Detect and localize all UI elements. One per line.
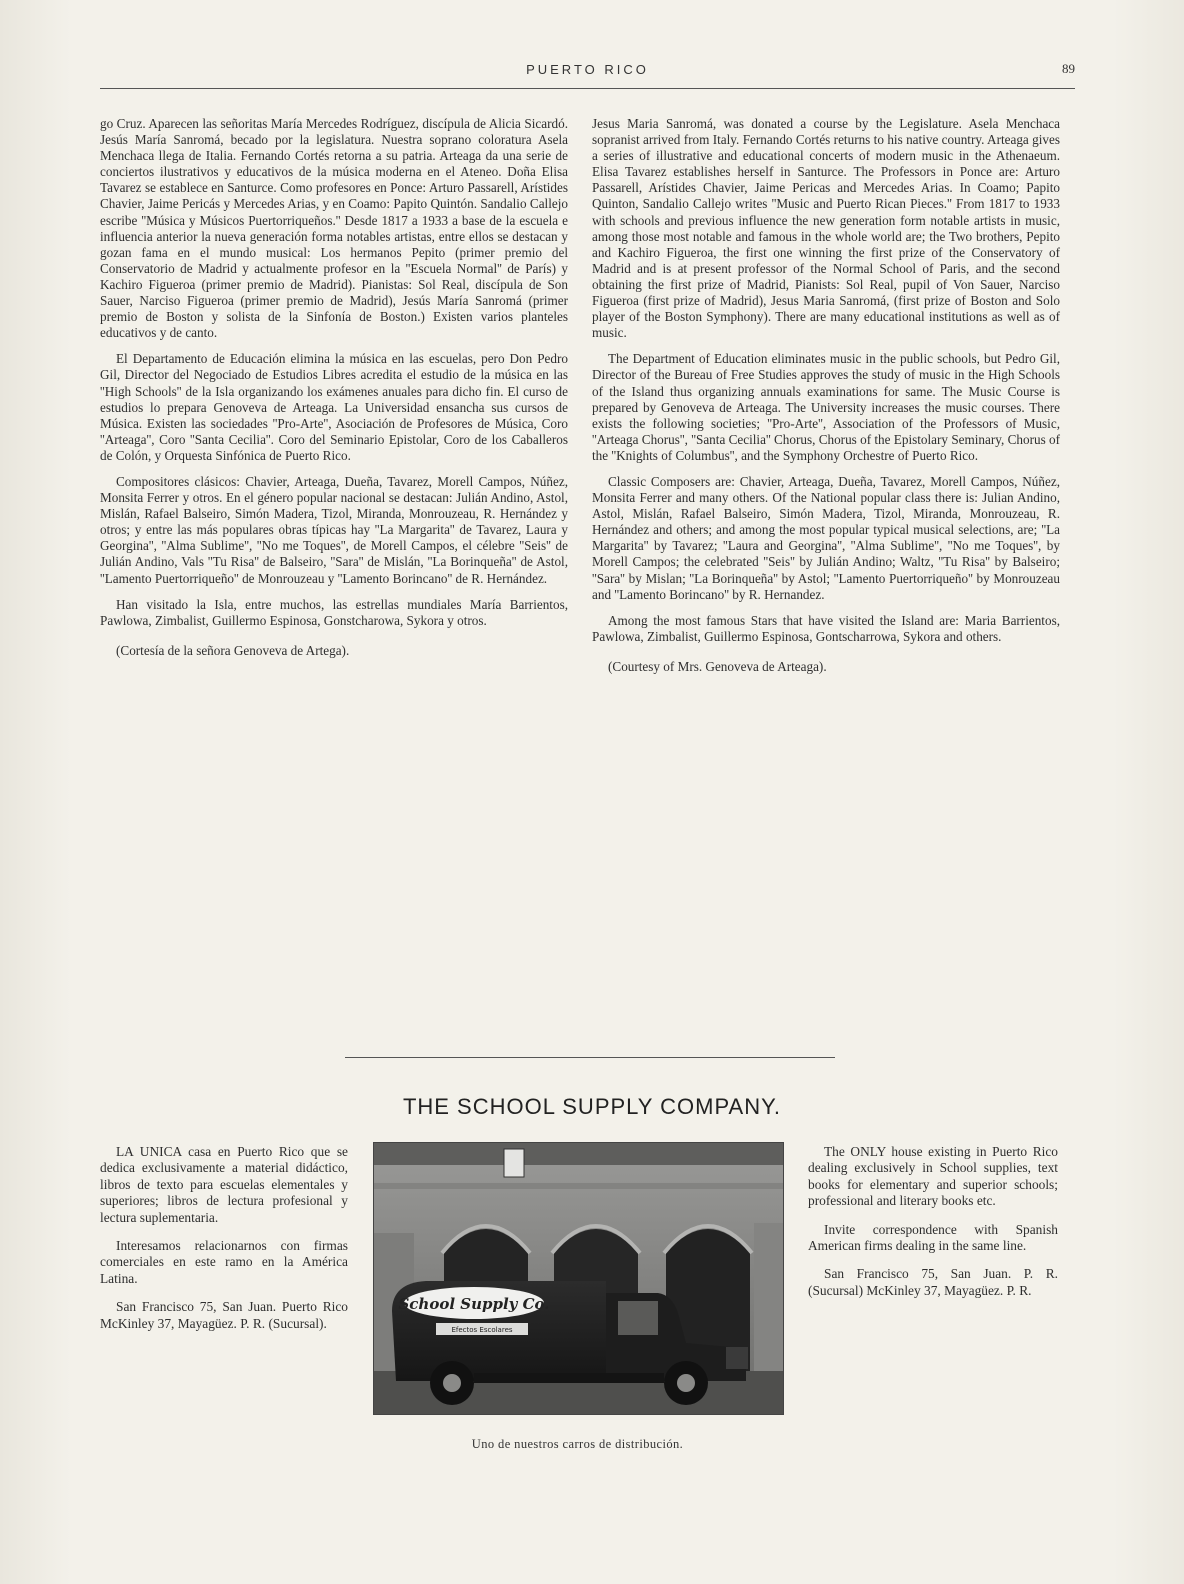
english-paragraph: Classic Composers are: Chavier, Arteaga, Dueña, Tavarez, Morell Campos, Núñez, Monsita Ferrer and many others. Of the National popular class there is: Julian Andino, Astol, Mislán, Rafael Balseiro, Simón Madera, Tizol, Miranda, Monrouzeau, R. Hernández and others; and among the most popular typical musical selections, are; ''La Margarita'' by Tavarez; ''Laura and Georgina'', ''Alma Sublime'', ''No me Toques'', by Morell Campos; the celebrated ''Seis'' by Julián Andino; Waltz, ''Tu Risa'' by Balseiro; ''Sara'' by Mislan; ''La Borinqueña'' by Astol; ''Lamento Puertorriqueño'' by Monrouzeau and ''Lamento Borincano'' by R. Hernandez. xyxy=(592,473,1060,602)
delivery-truck-photo xyxy=(373,1142,784,1415)
advertisement-rule xyxy=(345,1057,835,1058)
ad-spanish-paragraph: LA UNICA casa en Puerto Rico que se dedica exclusivamente a material didáctico, libros de texto para escuelas elementales y superiores; libros de lectura profesional y lectura suplementaria. xyxy=(100,1144,348,1225)
truck-lettering: School Supply Co. xyxy=(398,1295,550,1313)
english-column xyxy=(592,116,1060,685)
advertisement-spanish-text xyxy=(100,1144,348,1344)
advertisement-english-text xyxy=(808,1144,1058,1311)
english-paragraph: Among the most famous Stars that have visited the Island are: Maria Barrientos, Pawlowa, Zimbalist, Guillermo Espinosa, Gontscharrowa, Sykora and others. xyxy=(592,612,1060,644)
header-rule xyxy=(100,88,1075,89)
ad-english-paragraph: Invite correspondence with Spanish American firms dealing in the same line. xyxy=(808,1221,1058,1254)
ad-spanish-paragraph: Interesamos relacionarnos con firmas comerciales en este ramo en la América Latina. xyxy=(100,1238,348,1286)
photo-caption: Uno de nuestros carros de distribución. xyxy=(471,1437,684,1451)
truck-sublabel: Efectos Escolares xyxy=(451,1326,513,1334)
spanish-paragraph: go Cruz. Aparecen las señoritas María Mercedes Rodríguez, discípula de Alicia Sicardó. Jesús María Sanromá, becado por la legislatura. Nuestra soprano coloratura Asela Menchaca llega de Italia. Fernando Cortés retorna a su patria. Arteaga da una serie de conciertos ilustrativos y educativos de la música moderna en el Ateneo. Doña Elisa Tavarez se establece en Santurce. Como profesores en Ponce: Arturo Passarell, Arístides Chavier, Jaime Pericás y Mercedes Arias, y en Coamo: Papito Quintón. Sandalio Callejo escribe ''Música y Músicos Puertorriqueños.'' Desde 1817 a 1933 a base de la escuela e influencia anterior la nueva generación forma notables artistas, entre ellos se destacan y gozan fama en el mundo musical: Los hermanos Pepito (primer premio del Conservatorio de Madrid y actualmente profesor en la ''Escuela Normal'' de París) y Kachiro Figueroa (primer premio de Madrid). Pianistas: Sol Real, discípula de Son Sauer, Narciso Figueroa (primer premio de Madrid), Jesús María Sanromá (primer premio de Boston y solista de la Sinfonía de Boston.) Existen varios planteles educativos y de canto. xyxy=(100,116,568,341)
spanish-paragraph: Compositores clásicos: Chavier, Arteaga, Dueña, Tavarez, Morell Campos, Núñez, Monsita Ferrer y otros. En el género popular nacional se destacan: Julián Andino, Astol, Mislán, Rafael Balseiro, Simón Madera, Tizol, Miranda, Monrouzeau, R. Hernández y otros; y entre las más populares obras típicas hay ''La Margarita'' de Tavarez, Laura y Georgina'', ''Alma Sublime'', ''No me Toques'', de Morell Campos, el célebre ''Seis'' de Julián Andino, Vals ''Tu Risa'' de Balseiro, ''Sara'' de Mislán, ''La Borinqueña'' de Astol, ''Lamento Puertorriqueño'' de Monrouzeau y ''Lamento Borincano'' de R. Hernández. xyxy=(100,473,568,586)
ad-spanish-address: San Francisco 75, San Juan. Puerto Rico McKinley 37, Mayagüez. P. R. (Sucursal). xyxy=(100,1299,348,1331)
spanish-paragraph: El Departamento de Educación elimina la música en las escuelas, pero Don Pedro Gil, Director del Negociado de Estudios Libres acredita el estudio de la música en las ''High Schools'' de la Isla organizando los exámenes anuales para dicho fin. El curso de estudios lo prepara Genoveva de Arteaga. La Universidad ensancha sus cursos de Música. Existen las sociedades ''Pro-Arte'', Asociación de Profesores de Música, Coro ''Arteaga'', Coro ''Santa Cecilia''. Coro del Seminario Epistolar, Coro de los Caballeros de Colón, y Orquesta Sinfónica de Puerto Rico. xyxy=(100,351,568,463)
ad-english-address: San Francisco 75, San Juan. P. R. (Sucursal) McKinley 37, Mayagüez. P. R. xyxy=(808,1266,1058,1298)
page-header xyxy=(100,58,1075,84)
spanish-paragraph: Han visitado la Isla, entre muchos, las estrellas mundiales María Barrientos, Pawlowa, Zimbalist, Guillermo Espinosa, Gonstcharowa, Sykora y otros. xyxy=(100,596,568,628)
spanish-column xyxy=(100,116,568,669)
page-number: 89 xyxy=(1062,61,1075,76)
running-title: PUERTO RICO xyxy=(526,62,649,77)
advertisement-title: THE SCHOOL SUPPLY COMPANY. xyxy=(402,1094,782,1119)
spanish-courtesy-note: (Cortesía de la señora Genoveva de Artega). xyxy=(116,642,350,658)
english-courtesy-note: (Courtesy of Mrs. Genoveva de Arteaga). xyxy=(608,658,827,674)
english-paragraph: Jesus Maria Sanromá, was donated a course by the Legislature. Asela Menchaca sopranist arrived from Italy. Fernando Cortés returns to his native country. Arteaga gives a series of illustrative and educational concerts of modern music in the Athenaeum. Elisa Tavarez establishes herself in Santurce. The Professors in Ponce are: Arturo Passarell, Arístides Chavier, Jaime Pericas and Mercedes Arias. In Coamo; Papito Quinton, Sandalio Callejo writes ''Music and Puerto Rican Pieces.'' From 1817 to 1933 with schools and previous influence the new generation form notable artists in music, among those most notable and famous in the whole world are; the Two brothers, Pepito and Kachiro Figueroa, the first one winning the first prize of the Conservatory of Madrid and is at present professor of the Normal School of Paris, and the second obtaining the first prize of Madrid, Pianists: Sol Real, pupil of Von Sauer, Narciso Figueroa (first prize of Madrid), Jesus Maria Sanromá, (first prize of Boston and Solo player of the Boston Symphony). There are many educational institutions as well as of music. xyxy=(592,116,1060,341)
english-paragraph: The Department of Education eliminates music in the public schools, but Pedro Gil, Director of the Bureau of Free Studies approves the study of music in the High Schools of the Island thus organizing annuals examinations for same. The Music Course is prepared by Genoveva de Arteaga. The University increases the music courses. There exists the following societies; ''Pro-Arte'', Association of the Professors of Music, ''Arteaga Chorus'', ''Santa Cecilia'' Chorus, Chorus of the Epistolary Seminary, Chorus of the ''Knights of Columbus'', and the Symphony Orchestre of Puerto Rico. xyxy=(592,351,1060,463)
ad-english-paragraph: The ONLY house existing in Puerto Rico dealing exclusively in School supplies, text books for elementary and superior schools; professional and literary books etc. xyxy=(808,1144,1058,1209)
